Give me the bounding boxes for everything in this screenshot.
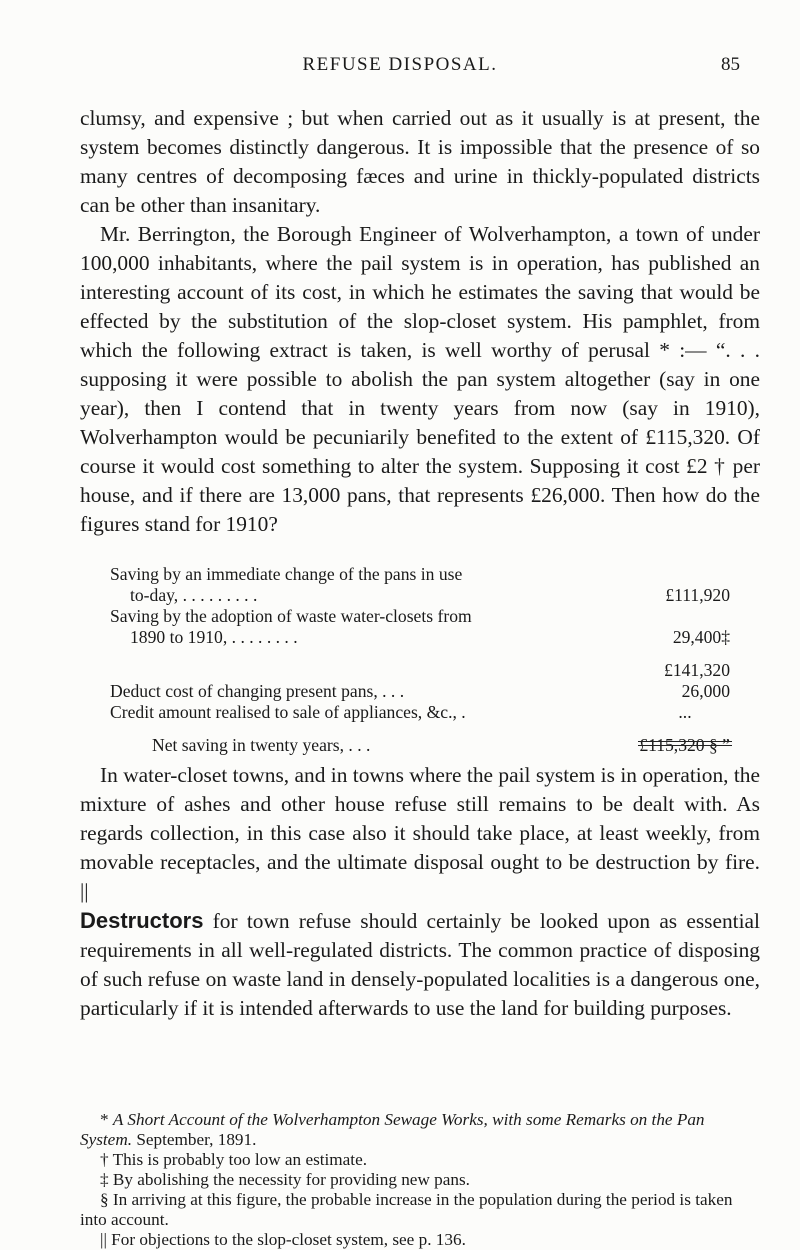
paragraph-2 (80, 220, 760, 539)
footnotes (80, 1110, 760, 1250)
footnote-1-title: A Short Account of the Wolverhampton Sewage Works, with some Remarks on the Pan System. (80, 1110, 705, 1149)
table-row-4-label: Credit amount realised to sale of appliances, &c., . (110, 702, 466, 722)
table-row-3-amount: 26,000 (681, 681, 730, 701)
table-row-4 (110, 702, 730, 723)
table-row-3-label: Deduct cost of changing present pans, . . . (110, 681, 405, 701)
table-net-row (110, 735, 730, 756)
paragraph-4 (80, 906, 760, 1023)
table-rule-bottom (638, 745, 732, 746)
footnote-1 (80, 1110, 760, 1150)
running-title: REFUSE DISPOSAL. (302, 54, 498, 75)
paragraph-2-text: Mr. Berrington, the Borough Engineer of Wolverhampton, a town of under 100,000 inhabitants, where the pail system is in operation, has published an interesting account of its cost, in which he estimates the saving that would be effected by the substitution of the slop-closet system. His pamphlet, from which the following extract is taken, is well worthy of perusal * :— “. . . supposing it were possible to abolish the pan system altogether (say in one year), then I contend that in twenty years from now (say in 1910), Wolverhampton would be pecuniarily benefited to the extent of £115,320. Of course it would cost something to alter the system. Supposing it cost £2 † per house, and if there are 13,000 pans, that represents £26,000. Then how do the figures stand for 1910? (80, 222, 760, 536)
table-row-1-amount: £111,920 (665, 585, 730, 605)
paragraph-1-text: clumsy, and expensive ; but when carried out as it usually is at present, the system becomes distinctly dangerous. It is impossible that the presence of so many centres of decomposing fæces and urine in thickly-populated districts can be other than insanitary. (80, 106, 760, 217)
paragraph-3-text: In water-closet towns, and in towns where the pail system is in operation, the mixture of ashes and other house refuse still remains to be dealt with. As regards collection, in this case also it should take place, at least weekly, from movable receptacles, and the ultimate disposal ought to be destruction by fire. || (80, 763, 760, 903)
table-row-2 (110, 627, 730, 648)
table-net-amount: £115,320 § ” (639, 735, 730, 755)
table-row-3 (110, 681, 730, 702)
table-rule-top (638, 741, 732, 742)
footnote-3: ‡ By abolishing the necessity for providing new pans. (100, 1170, 470, 1189)
footnote-2: † This is probably too low an estimate. (100, 1150, 368, 1169)
table-subtotal: £141,320 (664, 660, 730, 680)
footnote-1-mark: * (100, 1110, 113, 1129)
footnote-4: § In arriving at this figure, the probable increase in the population during the period is taken into account. (80, 1190, 733, 1229)
footnote-1-rest: September, 1891. (132, 1130, 257, 1149)
table-subtotal-row (110, 660, 730, 681)
paragraph-1 (80, 104, 760, 220)
running-header (0, 54, 800, 84)
page-number: 85 (721, 54, 740, 75)
table-row-1 (110, 585, 730, 606)
footnote-5: || For objections to the slop-closet system, see p. 136. (100, 1230, 466, 1249)
paragraph-4-heading: Destructors (80, 908, 204, 933)
paragraph-3 (80, 761, 760, 1023)
cost-table (110, 564, 730, 756)
table-row-4-amount: ... (678, 702, 692, 722)
table-row-2-label-line1: Saving by the adoption of waste water-closets from (110, 606, 472, 626)
table-row-1-label-line2: to-day, . . . . . . . . . (130, 585, 258, 605)
table-row-2-label-line2: 1890 to 1910, . . . . . . . . (130, 627, 298, 647)
table-row-1-label-line1: Saving by an immediate change of the pans in use (110, 564, 463, 584)
paragraph-4-text: for town refuse should certainly be looked upon as essential requirements in all well-regulated districts. The common practice of disposing of such refuse on waste land in densely-populated localities is a dangerous one, particularly if it is intended afterwards to use the land for building purposes. (80, 909, 760, 1020)
table-net-label: Net saving in twenty years, . . . (152, 735, 371, 755)
table-row-2-amount: 29,400‡ (672, 627, 730, 647)
